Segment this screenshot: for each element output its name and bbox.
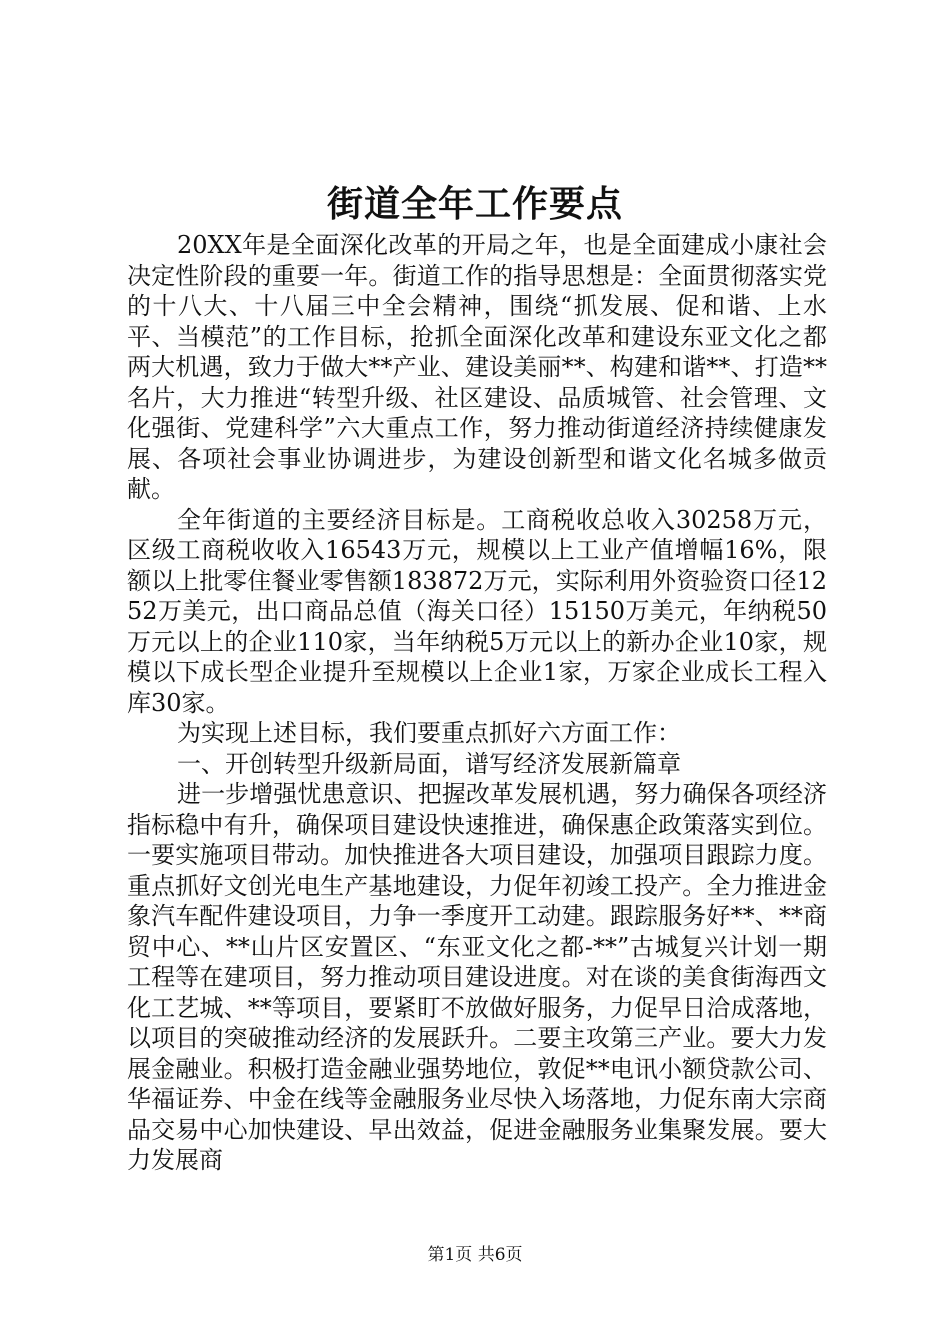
document-title: 街道全年工作要点 <box>326 183 623 225</box>
page-footer <box>0 1244 950 1266</box>
paragraph-six-tasks: 为实现上述目标，我们要重点抓好六方面工作： <box>177 719 681 747</box>
page-total: 共6页 <box>477 1245 523 1265</box>
paragraph-section-1-body: 进一步增强忧患意识、把握改革发展机遇，努力确保各项经济指标稳中有升，确保项目建设快速推进，确保惠企政策落实到位。一要实施项目带动。加快推进各大项目建设，加强项目跟踪力度。重点抓好文创光电生产基地建设，力促年初竣工投产。全力推进金象汽车配件建设项目，力争一季度开工动建。跟踪服务好**、**商贸中心、**山片区安置区、“东亚文化之都-**”古城复兴计划一期工程等在建项目，努力推动项目建设进度。对在谈的美食街海西文化工艺城、**等项目，要紧盯不放做好服务，力促早日洽成落地，以项目的突破推动经济的发展跃升。二要主攻第三产业。要大力发展金融业。积极打造金融业强势地位，敦促**电讯小额贷款公司、华福证券、中金在线等金融服务业尽快入场落地，力促东南大宗商品交易中心加快建设、早出效益，促进金融服务业集聚发展。要大力发展商 <box>127 780 827 1174</box>
document-body <box>127 230 827 1176</box>
section-heading-1: 一、开创转型升级新局面，谱写经济发展新篇章 <box>177 749 681 778</box>
paragraph-economic-targets: 全年街道的主要经济目标是。工商税收总收入30258万元，区级工商税收收入16543万元，规模以上工业产值增幅16%，限额以上批零住餐业零售额183872万元，实际利用外资验资口径1252万美元，出口商品总值（海关口径）15150万美元，年纳税50万元以上的企业110家，当年纳税5万元以上的新办企业10家，规模以下成长型企业提升至规模以上企业1家，万家企业成长工程入库30家。 <box>127 505 827 717</box>
page-number: 第1页 <box>427 1245 473 1265</box>
paragraph-intro: 20XX年是全面深化改革的开局之年，也是全面建成小康社会决定性阶段的重要一年。街道工作的指导思想是：全面贯彻落实党的十八大、十八届三中全会精神，围绕“抓发展、促和谐、上水平、当模范”的工作目标，抢抓全面深化改革和建设东亚文化之都两大机遇，致力于做大**产业、建设美丽**、构建和谐**、打造**名片，大力推进“转型升级、社区建设、品质城管、社会管理、文化强街、党建科学”六大重点工作，努力推动街道经济持续健康发展、各项社会事业协调进步，为建设创新型和谐文化名城多做贡献。 <box>127 231 827 503</box>
